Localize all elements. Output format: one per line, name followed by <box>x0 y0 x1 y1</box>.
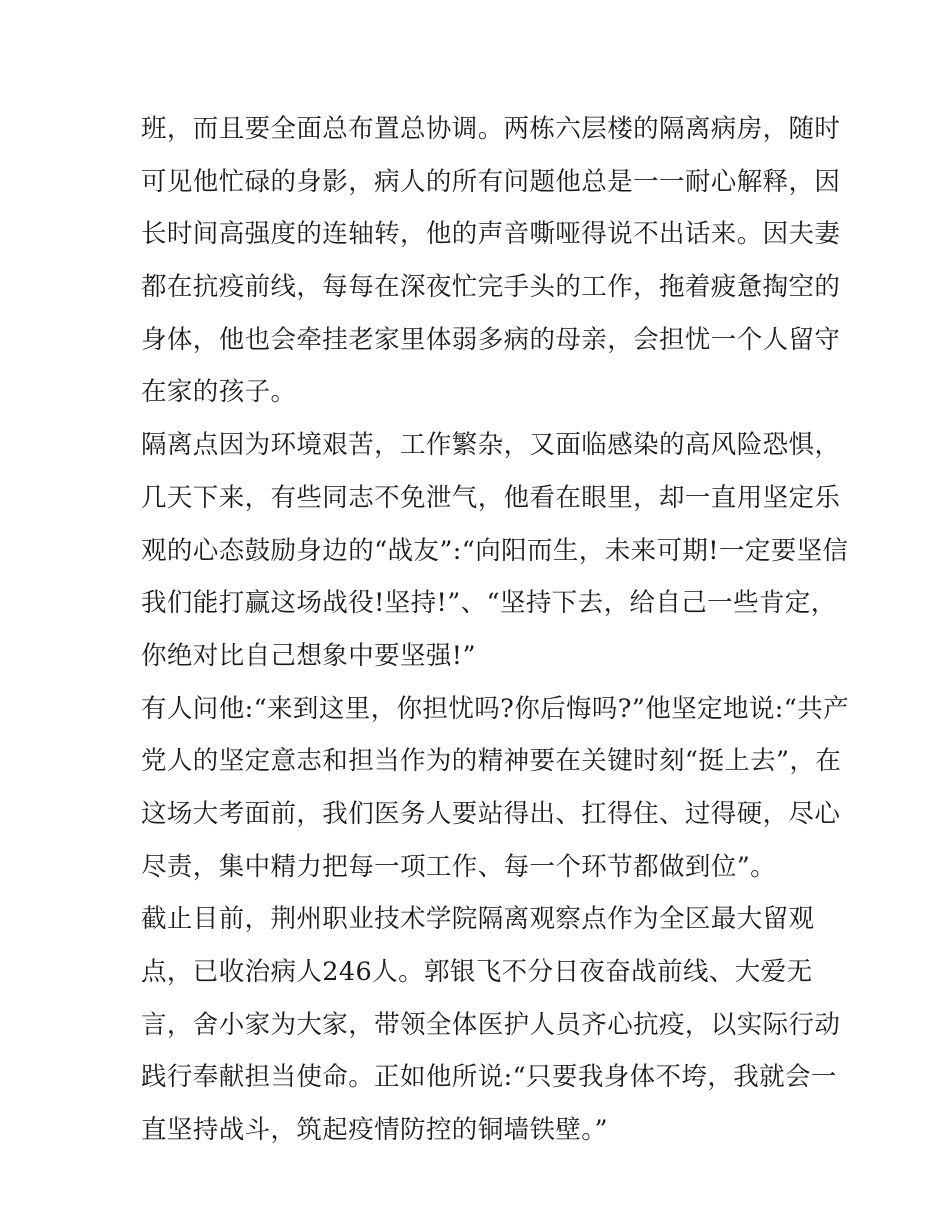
text-line: 截止目前，荆州职业技术学院隔离观察点作为全区最大留观 <box>141 904 815 935</box>
text-line: 你绝对比自己想象中要坚强!” <box>141 640 476 671</box>
text-line: 隔离点因为环境艰苦，工作繁杂，又面临感染的高风险恐惧， <box>141 430 841 461</box>
text-line: 观的心态鼓励身边的“战友”:“向阳而生，未来可期!一定要坚信 <box>141 535 849 566</box>
text-line: 长时间高强度的连轴转，他的声音嘶哑得说不出话来。因夫妻 <box>141 219 841 250</box>
body-text <box>141 103 850 1157</box>
text-line: 有人问他:“来到这里，你担忧吗?你后悔吗?”他坚定地说:“共产 <box>141 693 850 724</box>
text-line: 我们能打赢这场战役!坚持!”、“坚持下去，给自己一些肯定， <box>141 588 837 619</box>
text-line: 可见他忙碌的身影，病人的所有问题他总是一一耐心解释，因 <box>141 166 841 197</box>
text-line: 直坚持战斗，筑起疫情防控的铜墙铁壁。” <box>141 1115 608 1146</box>
text-line: 党人的坚定意志和担当作为的精神要在关键时刻“挺上去”，在 <box>141 746 842 777</box>
text-line: 在家的孩子。 <box>141 377 297 408</box>
text-line: 点，已收治病人246人。郭银飞不分日夜奋战前线、大爱无 <box>141 957 813 987</box>
text-line: 班，而且要全面总布置总协调。两栋六层楼的隔离病房，随时 <box>141 114 841 144</box>
text-line: 都在抗疫前线，每每在深夜忙完手头的工作，拖着疲惫掏空的 <box>141 272 841 303</box>
text-line: 几天下来，有些同志不免泄气，他看在眼里，却一直用坚定乐 <box>141 482 841 513</box>
text-line: 这场大考面前，我们医务人要站得出、扛得住、过得硬，尽心 <box>141 798 841 829</box>
text-line: 身体，他也会牵挂老家里体弱多病的母亲，会担忧一个人留守 <box>141 324 841 355</box>
text-line: 言，舍小家为大家，带领全体医护人员齐心抗疫，以实际行动 <box>141 1009 841 1040</box>
text-line: 践行奉献担当使命。正如他所说:“只要我身体不垮，我就会一 <box>141 1062 837 1093</box>
text-line: 尽责，集中精力把每一项工作、每一个环节都做到位”。 <box>141 851 777 882</box>
